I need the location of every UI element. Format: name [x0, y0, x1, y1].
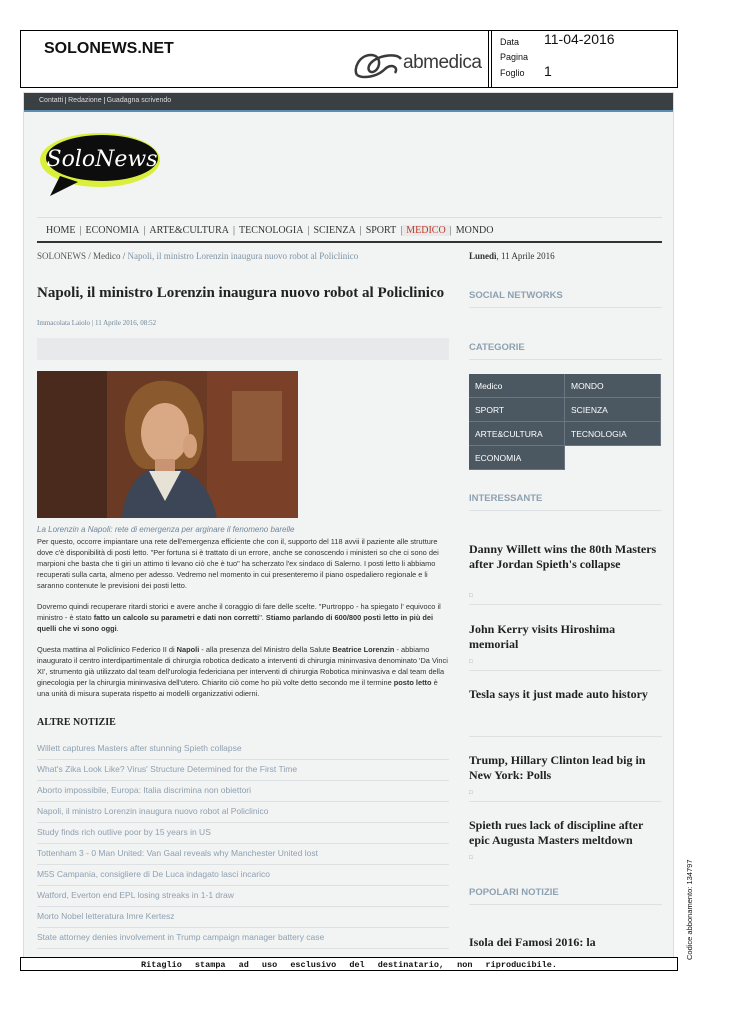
news-link[interactable]: Study finds rich outlive poor by 15 years in US	[37, 823, 449, 844]
news-link[interactable]: Aborto impossibile, Europa: Italia discrimina non obiettori	[37, 781, 449, 802]
top-bar	[24, 93, 673, 112]
web-page	[23, 92, 674, 958]
divider	[469, 670, 662, 671]
categorie-heading: CATEGORIE	[469, 342, 662, 360]
site-logo-text: SoloNews	[46, 147, 158, 172]
news-link[interactable]: M5S Campania, consigliere di De Luca indagato lasci incarico	[37, 865, 449, 886]
category-medico[interactable]: Medico	[469, 374, 565, 398]
divider	[469, 801, 662, 802]
clipping-source: SOLONEWS.NET	[44, 40, 174, 57]
breadcrumb-sep: /	[88, 251, 91, 261]
breadcrumb-section[interactable]: Medico	[93, 251, 121, 261]
nav-arte-cultura[interactable]: ARTE&CULTURA	[149, 225, 229, 236]
category-sport[interactable]: SPORT	[469, 398, 565, 422]
data-label: Data	[500, 37, 520, 47]
interessante-item[interactable]: John Kerry visits Hiroshima memorial	[469, 622, 616, 651]
breadcrumb-current: Napoli, il ministro Lorenzin inaugura nuovo robot al Policlinico	[127, 251, 359, 261]
topbar-link-contatti[interactable]: Contatti	[37, 97, 66, 104]
agency-name: abmedica	[403, 52, 482, 73]
current-day: Lunedì	[469, 251, 497, 261]
news-link[interactable]: Watford, Everton end EPL losing streaks in 1-1 draw	[37, 886, 449, 907]
foglio-value: 1	[544, 63, 552, 79]
site-logo[interactable]	[38, 130, 166, 200]
news-link[interactable]: State attorney denies involvement in Trump campaign manager battery case	[37, 928, 449, 949]
agency-logo-icon	[351, 47, 407, 83]
article-title: Napoli, il ministro Lorenzin inaugura nuovo robot al Policlinico	[37, 285, 445, 301]
social-networks-heading: SOCIAL NETWORKS	[469, 290, 662, 308]
nav-home[interactable]: HOME	[46, 225, 76, 236]
article-paragraph-3: Questa mattina al Policlinico Federico II di Napoli - alla presenza del Ministro della Salute Beatrice Lorenzin - abbiamo inaugurato il centro interdipartimentale di chirurgia robotica dedicato a interventi di chirurgia mininvasiva denominato 'Da Vinci XI', strumento già utilizzato dal team dell'urologia federiciana per interventi di chirurgia Robotica mininvasiva e dal team della ginecologia per la chirurgia mininvasiva dell'utero. Chiarito ciò come ho più volte detto secondo me il termine posto letto è una unità di misura superata rispetto ai modelli organizzativi odierni.	[37, 645, 448, 698]
clipping-header	[20, 30, 678, 88]
clipping-footer: Ritaglio stampa ad uso esclusivo del destinatario, non riproducibile.	[20, 957, 678, 971]
popolari-heading: POPOLARI NOTIZIE	[469, 887, 662, 905]
category-grid	[469, 374, 661, 470]
site-logo-icon	[38, 130, 166, 200]
share-bar	[37, 338, 449, 360]
breadcrumb-home[interactable]: SOLONEWS	[37, 251, 86, 261]
article-paragraph-1: Per questo, occorre impiantare una rete dell'emergenza efficiente che con il, supporto del 118 avvii il paziente alle strutture dove c'è disponibilità di posti letto. "Per fortuna si è trattato di un errore, anche se conoscendo i ministeri so che ci sono dei marpioni che basta che ti giri un attimo ti levano ciò che è tuo" ha scherzato l'ex sindaco di Salerno. I posti letto li abbiamo recuperati sulla carta, almeno per adesso. Vedremo nel momento in cui presenteremo il piano ospedaliero regionale e li saranno contenute le previsioni dei posti letto.	[37, 537, 439, 590]
breadcrumb	[37, 251, 358, 261]
news-link[interactable]: What's Zika Look Like? Virus' Structure Determined for the First Time	[37, 760, 449, 781]
clipping-meta	[488, 30, 680, 88]
news-link[interactable]: Willett captures Masters after stunning Spieth collapse	[37, 739, 449, 760]
news-link[interactable]: Napoli, il ministro Lorenzin inaugura nuovo robot al Policlinico	[37, 802, 449, 823]
news-link[interactable]: Morto Nobel letteratura Imre Kertesz	[37, 907, 449, 928]
popolari-item[interactable]: Isola dei Famosi 2016: la	[469, 935, 596, 949]
article-photo	[37, 371, 298, 518]
bullet-icon: □	[469, 593, 473, 599]
current-date-rest: , 11 Aprile 2016	[496, 251, 555, 261]
photo-caption: La Lorenzin a Napoli: rete di emergenza per arginare il fenomeno barelle	[37, 525, 295, 534]
divider	[469, 604, 662, 605]
interessante-item[interactable]: Tesla says it just made auto history	[469, 687, 648, 701]
nav-tecnologia[interactable]: TECNOLOGIA	[238, 225, 304, 236]
category-arte-cultura[interactable]: ARTE&CULTURA	[469, 422, 565, 446]
altre-notizie-heading: ALTRE NOTIZIE	[37, 717, 116, 728]
interessante-heading: INTERESSANTE	[469, 493, 662, 511]
bullet-icon: □	[469, 855, 473, 861]
category-mondo[interactable]: MONDO	[565, 374, 661, 398]
nav-sport[interactable]: SPORT	[365, 225, 397, 236]
category-tecnologia[interactable]: TECNOLOGIA	[565, 422, 661, 446]
pagina-label: Pagina	[500, 52, 529, 62]
divider	[469, 736, 662, 737]
category-economia[interactable]: ECONOMIA	[469, 446, 565, 470]
nav-medico[interactable]: MEDICO	[402, 225, 449, 236]
news-link[interactable]: Tottenham 3 - 0 Man United: Van Gaal reveals why Manchester United lost	[37, 844, 449, 865]
interessante-item[interactable]: Trump, Hillary Clinton lead big in New York: Polls	[469, 753, 646, 782]
interessante-item[interactable]: Danny Willett wins the 80th Masters after Jordan Spieth's collapse	[469, 542, 657, 571]
category-scienza[interactable]: SCIENZA	[565, 398, 661, 422]
article-paragraph-2: Dovremo quindi recuperare ritardi storici e avere anche il coraggio di fare delle scelte. "Purtroppo - ha spiegato l' equivoco il ministro - è stato fatto un calcolo su parametri e dati non corretti". Stiamo parlando di 600/800 posti letto in più dei quelli che vi sono oggi.	[37, 602, 441, 633]
article-byline: Immacolata Laiolo | 11 Aprile 2016, 08:52	[37, 319, 157, 327]
breadcrumb-sep: /	[122, 251, 126, 261]
interessante-item[interactable]: Spieth rues lack of discipline after epic Augusta Masters meltdown	[469, 818, 644, 847]
topbar-link-guadagna[interactable]: Guadagna scrivendo	[106, 97, 172, 104]
nav-mondo[interactable]: MONDO	[455, 225, 494, 236]
main-nav: HOME | ECONOMIA | ARTE&CULTURA | TECNOLOGIA | SCIENZA | SPORT | MEDICO | MONDO	[37, 217, 662, 243]
bullet-icon: □	[469, 790, 473, 796]
data-value: 11-04-2016	[544, 31, 615, 47]
nav-scienza[interactable]: SCIENZA	[313, 225, 356, 236]
foglio-label: Foglio	[500, 68, 525, 78]
topbar-link-redazione[interactable]: Redazione	[66, 97, 104, 104]
article-photo-image	[37, 371, 298, 518]
nav-economia[interactable]: ECONOMIA	[85, 225, 140, 236]
current-date	[469, 251, 555, 261]
subscription-code: Codice abbonamento: 134797	[685, 859, 694, 960]
altre-notizie-list	[37, 739, 449, 949]
agency-logo	[351, 47, 491, 83]
bullet-icon: □	[469, 659, 473, 665]
